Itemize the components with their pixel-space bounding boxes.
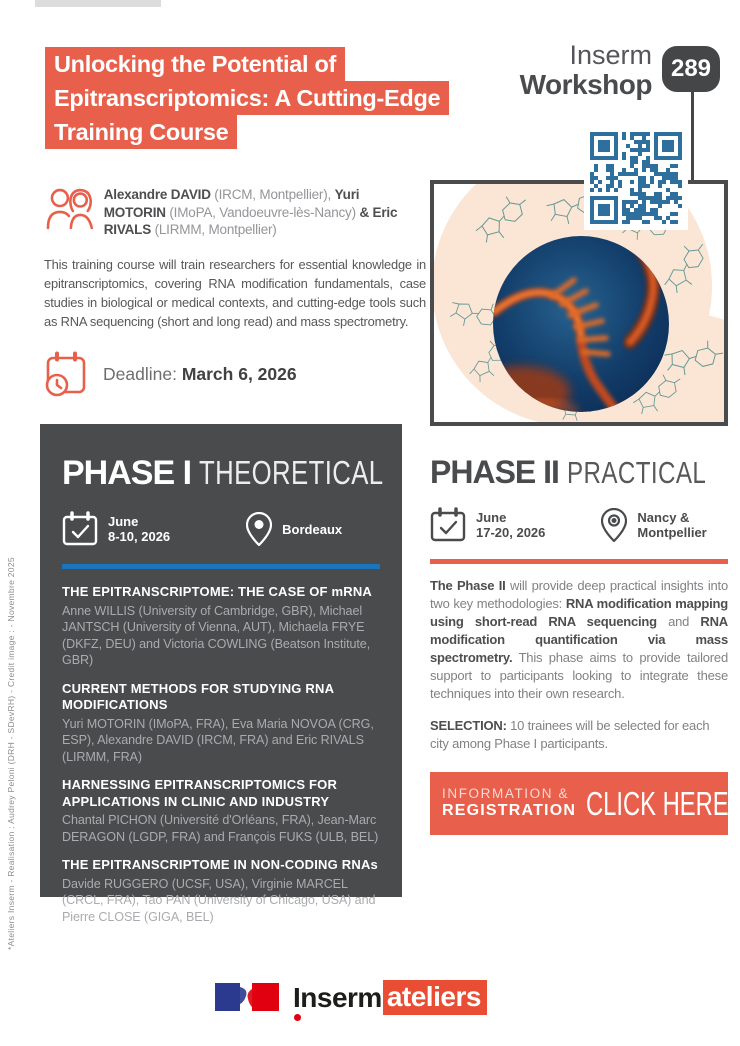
organizer-name-1: Alexandre DAVID (103, 187, 211, 202)
inserm-logo-text (293, 982, 382, 1014)
phase1-panel (40, 424, 402, 924)
footer-logos (215, 980, 487, 1015)
phase2-dates (476, 510, 545, 540)
cta-click-here-label: CLICK HERE (586, 784, 729, 822)
phase1-location: Bordeaux (282, 521, 343, 537)
calendar-check-icon (430, 507, 466, 543)
phase2-name: PHASE II (430, 454, 559, 490)
calendar-clock-icon (42, 350, 90, 398)
title-line-3: Training Course (45, 115, 237, 149)
phase2-date-days: 17-20, 2026 (476, 525, 546, 540)
organizer-name-3: & Eric RIVALS (103, 204, 398, 237)
phase2-subtitle: PRACTICAL (566, 455, 707, 490)
phase2-location (637, 510, 706, 540)
session-1 (62, 584, 382, 669)
phase2-date-month: June (476, 510, 507, 525)
session-1-title: THE EPITRANSCRIPTOME: THE CASE OF mRNA (62, 584, 372, 599)
title-line-1: Unlocking the Potential of (45, 47, 345, 81)
organizer-aff-1: (IRCM, Montpellier), (210, 187, 335, 202)
location-pin-icon (246, 512, 272, 546)
title-line-2: Epitranscriptomics: A Cutting-Edge (45, 81, 449, 115)
session-1-speakers: Anne WILLIS (University of Cambridge, GBR), Michael JANTSCH (University of Vienna, AUT), Michaela FRYE (DKFZ, DEU) and Victoria COWLING (Beatson Institute, GBR) (62, 603, 371, 667)
ateliers-logo-text: ateliers (383, 980, 487, 1015)
calendar-check-icon (62, 511, 98, 547)
phase2-title (430, 454, 728, 491)
people-icon (44, 184, 96, 232)
phase2-desc-reg-3: This phase aims to provide tailored support to participants looking to integrate these techniques into their own research. (430, 650, 728, 701)
qr-code (584, 130, 688, 230)
deadline-date: March 6, 2026 (181, 363, 297, 384)
badge-stem (691, 92, 694, 180)
session-4-title: THE EPITRANSCRIPTOME IN NON-CODING RNAs (62, 857, 378, 872)
selection-text: 10 trainees will be selected for each city among Phase I participants. (430, 718, 710, 751)
selection-label: SELECTION: (430, 718, 507, 733)
brand-inserm-label: Inserm (569, 40, 652, 70)
phase2-desc-reg-1: will provide deep practical insights into two key methodologies: (430, 578, 728, 611)
top-edge-mark (35, 0, 161, 7)
phase1-divider (62, 564, 380, 569)
cta-labels (442, 787, 576, 819)
phase2-desc-bold-2: RNA modification mapping using short-read RNA sequencing (430, 596, 728, 629)
deadline (42, 350, 297, 398)
organizer-aff-2: (IMoPA, Vandoeuvre-lès-Nancy) (165, 204, 360, 220)
phase1-meta (62, 511, 382, 547)
phase2-meta (430, 507, 728, 543)
phase2-panel (430, 454, 728, 753)
phase2-desc-bold-1: The Phase II (430, 578, 506, 593)
session-3-speakers: Chantal PICHON (Université d'Orléans, FRA), Jean-Marc DERAGON (LGDP, FRA) and François FUKS (ULB, BEL) (62, 813, 379, 844)
credits-vertical-text: *Ateliers Inserm - Realisation : Audrey Peloni (DRH - SDevRH) - Credit image : - Novembre 2025 (6, 557, 16, 950)
session-2 (62, 681, 382, 766)
phase2-location-line2: Montpellier (637, 525, 707, 540)
cta-registration-label: REGISTRATION (442, 802, 577, 820)
phase1-date-days: 8-10, 2026 (108, 529, 171, 544)
phase2-location-wrap (601, 508, 706, 542)
workshop-number-badge: 289 (662, 46, 720, 92)
session-3 (62, 777, 382, 845)
phase1-name: PHASE I (62, 454, 192, 492)
phase2-selection (430, 717, 728, 753)
organizers-text (104, 186, 424, 239)
organizers (44, 184, 424, 239)
deadline-label: Deadline: (103, 363, 182, 384)
qr-pattern (590, 132, 682, 229)
session-3-title: HARNESSING EPITRANSCRIPTOMICS FOR APPLICATIONS IN CLINIC AND INDUSTRY (62, 777, 338, 809)
phase2-desc-reg-2: and (656, 614, 701, 629)
phase1-dates (108, 514, 170, 544)
phase1-subtitle: THEORETICAL (199, 454, 384, 491)
phase2-description (430, 577, 728, 703)
inserm-word: Inserm (293, 981, 382, 1013)
session-2-title: CURRENT METHODS FOR STUDYING RNA MODIFICATIONS (62, 680, 334, 712)
phase2-desc-bold-3: RNA modification quantification via mass spectrometry. (430, 614, 728, 665)
inserm-workshop-brand (520, 42, 652, 99)
organizer-aff-3: (LIRMM, Montpellier) (151, 222, 277, 237)
french-republic-flag-logo (215, 981, 279, 1015)
phase1-sessions (62, 584, 382, 925)
inserm-ateliers-logo (293, 980, 487, 1015)
phase1-location-wrap (246, 512, 342, 546)
course-description: This training course will train researchers for essential knowledge in epitranscriptomics, covering RNA modification fundamentals, case studies in biological or medical contexts, and cutting-edge tools such as RNA sequencing (short and long read) and mass spectrometry. (44, 257, 426, 329)
poster-title (45, 47, 449, 149)
deadline-text (103, 364, 297, 385)
organizer-name-2: Yuri MOTORIN (103, 187, 360, 220)
phase1-title (62, 454, 382, 493)
registration-cta-button[interactable] (430, 772, 728, 835)
location-pin-icon (601, 508, 627, 542)
phase2-divider (430, 559, 728, 564)
phase1-date-month: June (108, 514, 139, 529)
session-4 (62, 857, 382, 925)
brand-workshop-label: Workshop (519, 69, 652, 100)
phase2-location-line1: Nancy & (637, 510, 690, 525)
cta-information-label: INFORMATION & (442, 786, 570, 802)
inserm-red-dot (294, 1014, 301, 1021)
session-2-speakers: Yuri MOTORIN (IMoPA, FRA), Eva Maria NOVOA (CRG, ESP), Alexandre DAVID (IRCM, FRA) and Eric RIVALS (LIRMM, FRA) (62, 716, 374, 764)
session-4-speakers: Davide RUGGERO (UCSF, USA), Virginie MARCEL (CRCL, FRA), Tao PAN (University of Chicago, USA) and Pierre CLOSE (GIGA, BEL) (62, 876, 376, 924)
